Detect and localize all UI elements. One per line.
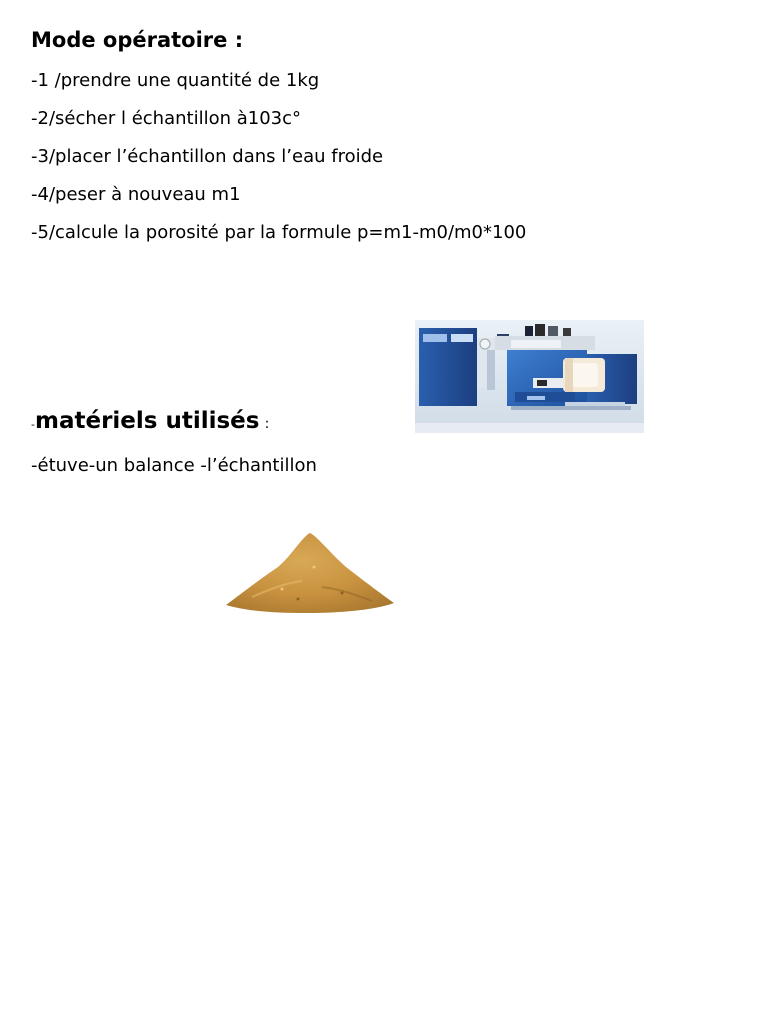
step-2: -2/sécher l échantillon à103c°: [31, 108, 301, 129]
step-5: -5/calcule la porosité par la formule p=m1-m0/m0*100: [31, 222, 527, 243]
materials-title: matériels utilisés: [34, 408, 260, 434]
soil-sample-photo: [222, 527, 396, 613]
step-3: -3/placer l’échantillon dans l’eau froide: [31, 146, 384, 167]
section-heading-mode-operatoire: Mode opératoire :: [31, 28, 244, 52]
materials-heading: [31, 408, 269, 434]
materials-list: -étuve-un balance -l’échantillon: [31, 455, 317, 476]
materials-colon: :: [264, 416, 270, 432]
step-4: -4/peser à nouveau m1: [31, 184, 241, 205]
oven-photo: [415, 320, 644, 433]
step-1: -1 /prendre une quantité de 1kg: [31, 70, 320, 91]
materials-dash: -: [31, 418, 35, 431]
